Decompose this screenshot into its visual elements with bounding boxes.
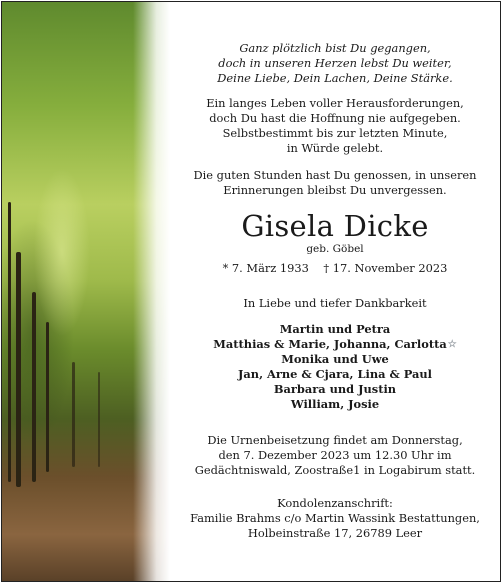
photo-fade	[2, 2, 170, 581]
family-member: Barbara und Justin	[273, 382, 397, 396]
paragraph-line: Selbstbestimmt bis zur letzten Minute,	[222, 126, 448, 140]
paragraph-line: doch Du hast die Hoffnung nie aufgegeben.	[209, 111, 461, 125]
condolence-line: Kondolenzanschrift:	[277, 496, 393, 510]
family-member: Matthias & Marie, Johanna, Carlotta☆	[213, 337, 457, 351]
poem-line: doch in unseren Herzen lebst Du weiter,	[218, 56, 452, 70]
paragraph-memories	[170, 168, 500, 198]
star-icon: ☆	[447, 339, 457, 350]
burial-line: den 7. Dezember 2023 um 12.30 Uhr im	[218, 448, 452, 462]
paragraph-line: in Würde gelebt.	[286, 141, 384, 155]
paragraph-line: Die guten Stunden hast Du genossen, in unseren	[193, 168, 477, 182]
paragraph-line: Erinnerungen bleibst Du unvergessen.	[223, 183, 447, 197]
gratitude-line: In Liebe und tiefer Dankbarkeit	[243, 296, 427, 310]
burial-line: Gedächtniswald, Zoostraße1 in Logabirum statt.	[194, 463, 476, 477]
family-member: Jan, Arne & Cjara, Lina & Paul	[238, 367, 432, 381]
condolence-line: Holbeinstraße 17, 26789 Leer	[247, 526, 423, 540]
family-member: Martin und Petra	[279, 322, 391, 336]
obituary-notice	[1, 1, 501, 582]
poem	[170, 41, 500, 86]
family-member: William, Josie	[290, 397, 380, 411]
paragraph-life	[170, 96, 500, 156]
deceased-name: Gisela Dicke	[241, 209, 429, 243]
death-date: † 17. November 2023	[323, 261, 448, 275]
condolence-address	[170, 496, 500, 541]
birth-date: * 7. März 1933	[222, 261, 309, 275]
poem-line: Deine Liebe, Dein Lachen, Deine Stärke.	[217, 71, 453, 85]
maiden-name: geb. Göbel	[306, 243, 364, 255]
paragraph-line: Ein langes Leben voller Herausforderungen,	[206, 96, 464, 110]
family-list	[170, 322, 500, 412]
deceased-name-block	[170, 210, 500, 257]
poem-line: Ganz plötzlich bist Du gegangen,	[239, 41, 431, 55]
burial-info	[170, 433, 500, 478]
family-member: Monika und Uwe	[281, 352, 389, 366]
condolence-line: Familie Brahms c/o Martin Wassink Bestattungen,	[190, 511, 480, 525]
life-dates	[170, 261, 500, 276]
burial-line: Die Urnenbeisetzung findet am Donnerstag,	[207, 433, 463, 447]
